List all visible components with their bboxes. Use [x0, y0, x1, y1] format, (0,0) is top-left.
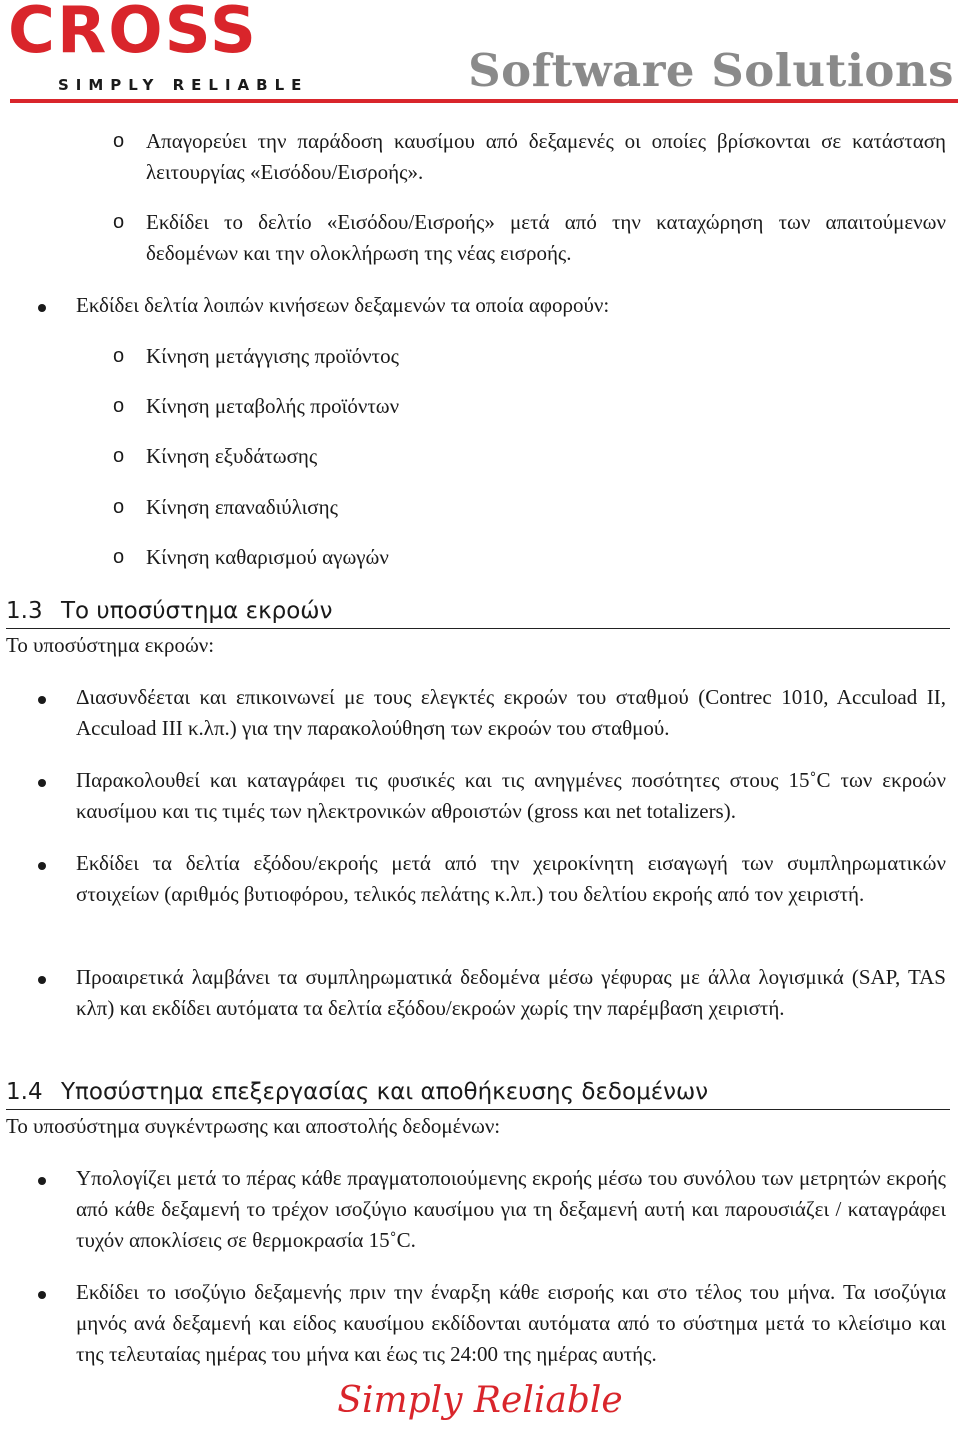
sub-bullet-marker: o [113, 395, 125, 417]
list-item: o Απαγορεύει την παράδοση καυσίμου από δεξαμενές οι οποίες βρίσκονται σε κατάσταση λειτουργίας «Εισόδου/Εισροής». [146, 126, 946, 188]
section-intro: Το υποσύστημα εκροών: [6, 633, 215, 657]
list-item: Υπολογίζει μετά το πέρας κάθε πραγματοποιούμενης εκροής μέσω του συνόλου των μετρητών εκροής από κάθε δεξαμενή το τρέχον ισοζύγιο καυσίμου για τη δεξαμενή αυτή και παρουσιάζει / καταγράφει τυχόν αποκλίσεις σε θερμοκρασία 15˚C. [76, 1163, 946, 1256]
bullet-icon [38, 779, 46, 787]
list-item: Προαιρετικά λαμβάνει τα συμπληρωματικά δεδομένα μέσω γέφυρας με άλλα λογισμικά (SAP, TAS κλπ) και εκδίδει αυτόματα τα δελτία εξόδου/εκροών χωρίς την παρέμβαση χειριστή. [76, 962, 946, 1024]
list-item: o Κίνηση μεταβολής προϊόντων [146, 391, 946, 422]
sub-bullet-marker: o [113, 546, 125, 568]
logo-tagline: SIMPLY RELIABLE [58, 76, 309, 94]
sub-bullet-marker: o [113, 445, 125, 467]
sub-bullet-marker: o [113, 211, 125, 233]
list-item: o Κίνηση μετάγγισης προϊόντος [146, 341, 946, 372]
list-item: o Εκδίδει το δελτίο «Εισόδου/Εισροής» μετά από την καταχώρηση των απαιτούμενων δεδομένων και την ολοκλήρωση της νέας εισροής. [146, 207, 946, 269]
cross-logo: CROSS [8, 0, 258, 68]
section-heading-1-4: 1.4 Υποσύστημα επεξεργασίας και αποθήκευσης δεδομένων [6, 1077, 950, 1110]
bullet-icon [38, 696, 46, 704]
sub-bullet-marker: o [113, 130, 125, 152]
list-item: Εκδίδει δελτία λοιπών κινήσεων δεξαμενών τα οποία αφορούν: [76, 290, 946, 321]
list-item: o Κίνηση επαναδιύλισης [146, 492, 946, 523]
footer-signature: Simply Reliable [337, 1380, 623, 1421]
list-item: o Κίνηση καθαρισμού αγωγών [146, 542, 946, 573]
sub-bullet-marker: o [113, 345, 125, 367]
header-divider [10, 99, 958, 103]
list-item: Παρακολουθεί και καταγράφει τις φυσικές και τις ανηγμένες ποσότητες στους 15˚C των εκροών καυσίμου και τις τιμές των ηλεκτρονικών αθροιστών (gross και net totalizers). [76, 765, 946, 827]
list-item: Εκδίδει τα δελτία εξόδου/εκροής μετά από την χειροκίνητη εισαγωγή των συμπληρωματικών στοιχείων (αριθμός βυτιοφόρου, τελικός πελάτης κ.λπ.) του δελτίου εκροής από τον χειριστή. [76, 848, 946, 910]
bullet-icon [38, 976, 46, 984]
section-heading-1-3: 1.3 Το υποσύστημα εκροών [6, 596, 950, 629]
list-item: o Κίνηση εξυδάτωσης [146, 441, 946, 472]
page-header [0, 0, 960, 110]
list-item: Διασυνδέεται και επικοινωνεί με τους ελεγκτές εκροών του σταθμού (Contrec 1010, Accuload II, Accuload III κ.λπ.) για την παρακολούθηση των εκροών του σταθμού. [76, 682, 946, 744]
bullet-icon [38, 862, 46, 870]
sub-bullet-marker: o [113, 496, 125, 518]
list-item: Εκδίδει το ισοζύγιο δεξαμενής πριν την έναρξη κάθε εισροής και στο τέλος του μήνα. Τα ισοζύγια μηνός ανά δεξαμενή και είδος καυσίμου εκδίδονται αυτόματα από το σύστημα μετά το κλείσιμο και της τελευταίας ημέρας του μήνα και έως τις 24:00 της ημέρας αυτής. [76, 1277, 946, 1370]
bullet-icon [38, 1177, 46, 1185]
bullet-icon [38, 1291, 46, 1299]
bullet-icon [38, 304, 46, 312]
software-solutions-title: Software Solutions [468, 44, 954, 97]
section-intro: Το υποσύστημα συγκέντρωσης και αποστολής δεδομένων: [6, 1114, 501, 1138]
